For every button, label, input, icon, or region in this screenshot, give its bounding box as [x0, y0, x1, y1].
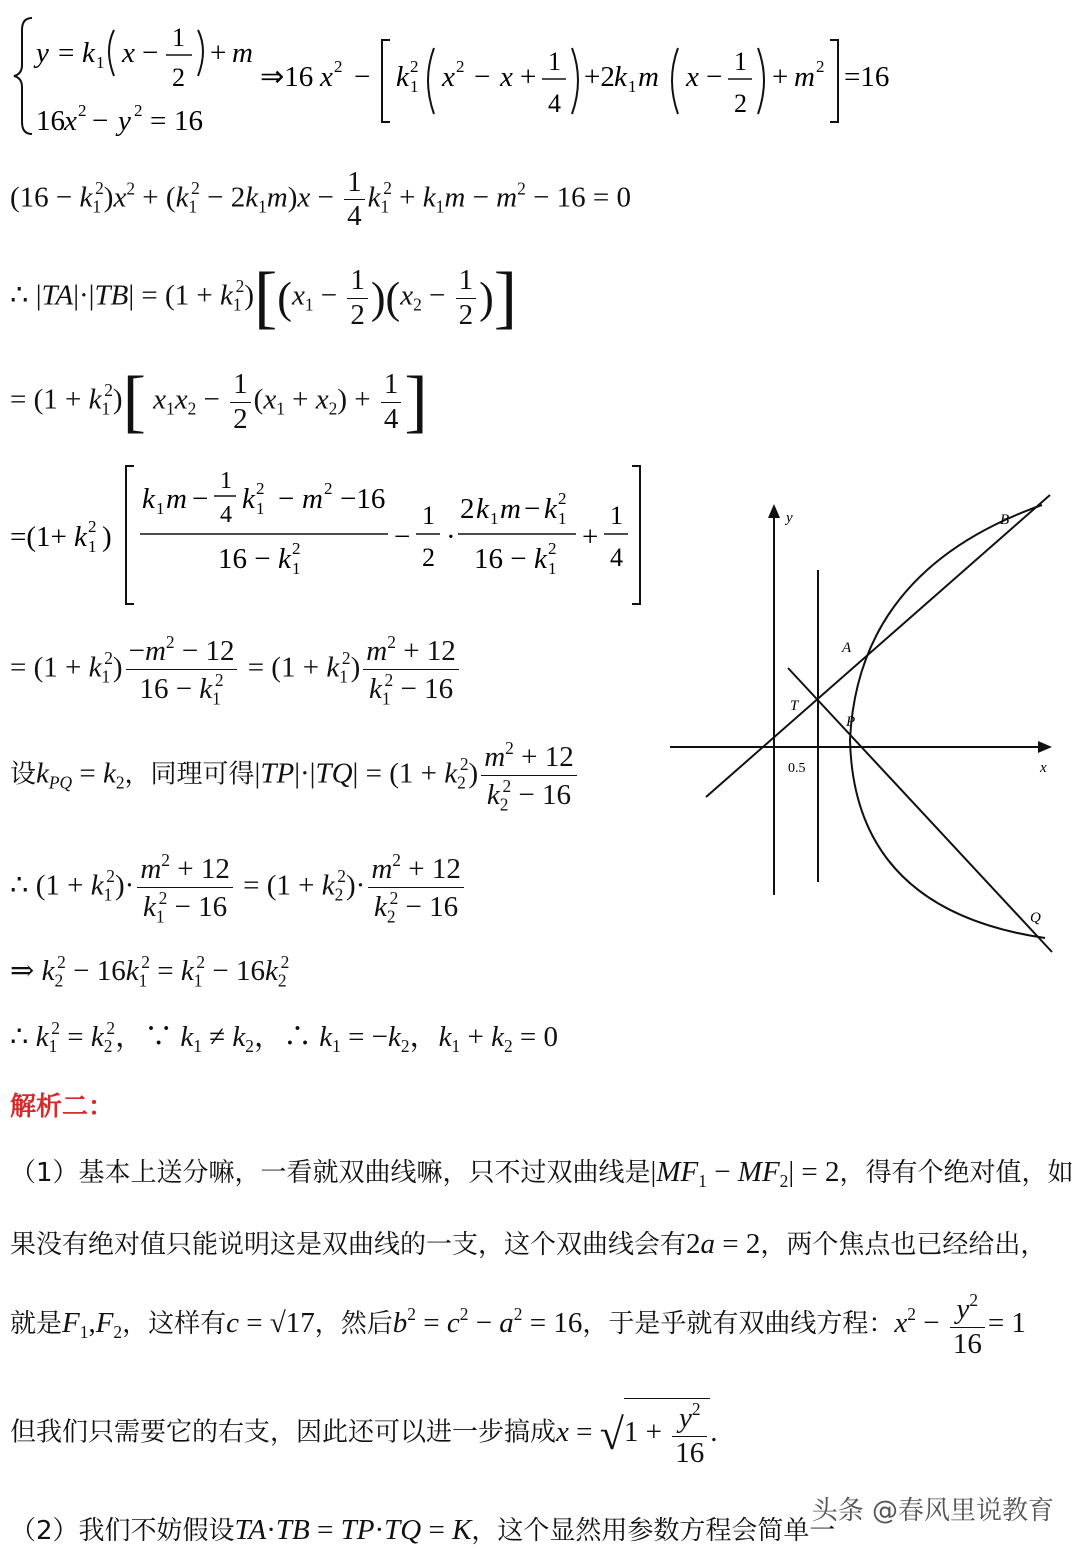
equation-system-graphic: [10, 10, 910, 140]
paragraph-3-c: ，然后: [314, 1309, 393, 1340]
svg-text:2: 2: [172, 63, 185, 92]
svg-text:1: 1: [410, 77, 419, 96]
svg-text:2: 2: [558, 489, 567, 508]
svg-text:1: 1: [628, 77, 637, 96]
expansion-line: = $(1 + k_1^2)$[ $x_1x_2$ − $\frac{1}{2}$ $(x_1 + x_2)$ + $\frac{1}{4}$ ]: [10, 363, 428, 440]
svg-text:2: 2: [816, 57, 825, 76]
equal-line: ∴ $(1 + k_1^2)\cdot$ $\frac{m^2 + 12}{k_1^2 - 16}$ = $(1 + k_2^2)\cdot$ $\frac{m^2 + 12}{k_2^2 - 16}$: [10, 850, 467, 926]
paragraph-2-end: ，两个焦点也已经给出，: [760, 1230, 1047, 1260]
svg-text:2: 2: [734, 89, 747, 118]
svg-text:1: 1: [490, 509, 499, 528]
svg-text:): ): [102, 521, 112, 553]
let-mid: ，同理可得: [124, 759, 255, 790]
svg-text:k: k: [82, 37, 95, 69]
svg-text:2: 2: [460, 493, 475, 525]
point-label-a: A: [842, 640, 852, 656]
svg-text:16 −: 16 −: [474, 543, 527, 575]
svg-text:m: m: [500, 493, 521, 525]
svg-text:=16: =16: [844, 61, 890, 93]
paragraph-3: 就是$F_1,F_2$，这样有c = √17，然后$b^2 = c^2 - a^2 = 16$，于是乎就有双曲线方程：$x^2$ − $\frac{y^2}{16}$ = 1: [10, 1290, 1026, 1360]
svg-text:4: 4: [548, 89, 561, 118]
svg-text:m: m: [638, 61, 659, 93]
svg-text:=(1+: =(1+: [10, 521, 67, 553]
svg-text:2: 2: [548, 539, 557, 558]
svg-text:·: ·: [446, 521, 456, 553]
hyperbola-figure: [660, 490, 1070, 960]
x-axis-arrow: [1038, 741, 1052, 753]
svg-text:y: y: [118, 105, 131, 137]
svg-text:k: k: [476, 493, 489, 525]
paragraph-2-start: 果没有绝对值只能说明这是双曲线的一支，这个双曲线会有: [10, 1230, 687, 1260]
svg-text:−: −: [394, 521, 411, 553]
svg-text:−16: −16: [340, 483, 386, 515]
svg-text:1: 1: [172, 23, 185, 52]
simplified-line: = $(1 + k_1^2)$ $\frac{-m^2 - 12}{16 - k_1^2}$ = $(1 + k_1^2)$ $\frac{m^2 + 12}{k_1^2 - 16}$: [10, 632, 462, 708]
svg-text:16 −: 16 −: [218, 543, 271, 575]
x-axis-label: x: [1040, 760, 1047, 776]
substitution-line: [10, 462, 650, 620]
svg-text:−: −: [524, 493, 541, 525]
svg-text:2: 2: [422, 543, 435, 572]
svg-text:=: =: [58, 37, 75, 69]
svg-text:m: m: [794, 61, 815, 93]
quadratic-equation: $(16 - k_1^2)x^2 + (k_1^2 - 2k_1m)x$ − $\frac{1}{4}$ $k_1^2 + k_1m - m^2 - 16 = 0$: [10, 166, 632, 233]
svg-text:16: 16: [174, 105, 203, 137]
svg-text:2: 2: [256, 479, 265, 498]
svg-text:k: k: [242, 483, 255, 515]
let-prefix: 设: [10, 759, 37, 790]
svg-text:4: 4: [610, 543, 623, 572]
equation-system: [10, 10, 910, 148]
line-tab: [706, 495, 1050, 797]
y-axis-arrow: [768, 504, 780, 518]
paragraph-3-b: ，这样有: [122, 1309, 227, 1340]
svg-text:k: k: [142, 483, 155, 515]
conclusion-line: ∴ $k_1^2 = k_2^2$，∵ $k_1 \ne k_2$，∴ $k_1 = -k_2$，$k_1 + k_2 = 0$: [10, 1017, 558, 1057]
svg-text:2: 2: [88, 517, 97, 536]
point-label-q: Q: [1030, 910, 1041, 926]
svg-text:k: k: [74, 521, 87, 553]
hyperbola-branch: [850, 505, 1045, 938]
ta-tb-product: ∴ $|TA|\cdot|TB| = (1 + k_1^2)[(x_1$ − $\frac{1}{2}$ )($x_2$ − $\frac{1}{2}$ )]: [10, 259, 518, 336]
svg-text:−: −: [354, 61, 371, 93]
svg-text:2: 2: [78, 101, 87, 120]
svg-text:+: +: [582, 521, 599, 553]
paragraph-1-end: ，得有个绝对值，如: [839, 1158, 1074, 1188]
point-label-t: T: [790, 698, 799, 714]
svg-text:x: x: [500, 61, 513, 93]
svg-text:k: k: [614, 61, 627, 93]
svg-text:1: 1: [422, 501, 435, 530]
svg-text:x: x: [686, 61, 699, 93]
paragraph-5-end: ，这个显然用参数方程会简单一: [471, 1516, 836, 1546]
svg-text:1: 1: [610, 501, 623, 530]
implies-line: ⇒ $k_2^2 - 16k_1^2 = k_1^2 - 16k_2^2$: [10, 952, 290, 991]
svg-text:−: −: [706, 61, 723, 93]
svg-text:+: +: [772, 61, 789, 93]
svg-text:x: x: [320, 61, 333, 93]
svg-text:2: 2: [456, 57, 465, 76]
paragraph-3-d: ，于是乎就有双曲线方程：: [582, 1309, 895, 1340]
substitution-graphic: [10, 462, 650, 612]
svg-text:−: −: [142, 37, 159, 69]
svg-text:k: k: [396, 61, 409, 93]
svg-text:+: +: [210, 37, 227, 69]
point-label-b: B: [1000, 512, 1010, 528]
svg-text:⇒16: ⇒16: [260, 61, 314, 93]
svg-text:2: 2: [324, 479, 333, 498]
paragraph-4: 但我们只需要它的右支，因此还可以进一步搞成x = √1 + $\frac{y^2}{16}$ .: [10, 1399, 718, 1469]
svg-text:1: 1: [220, 468, 232, 494]
svg-text:k: k: [534, 543, 547, 575]
svg-text:1: 1: [558, 509, 567, 528]
svg-text:1: 1: [292, 559, 301, 578]
svg-text:m: m: [302, 483, 323, 515]
svg-text:−: −: [278, 483, 295, 515]
paragraph-4-start: 但我们只需要它的右支，因此还可以进一步搞成: [10, 1417, 557, 1448]
paragraph-5: （2）我们不妨假设TA·TB = TP·TQ = K，这个显然用参数方程会简单一: [10, 1514, 836, 1546]
svg-text:k: k: [544, 493, 557, 525]
paragraph-5-start: （2）我们不妨假设: [10, 1516, 235, 1546]
y-axis-label: y: [786, 510, 793, 526]
svg-text:−: −: [192, 483, 209, 515]
svg-text:1: 1: [734, 47, 747, 76]
tick-label-half: 0.5: [788, 761, 806, 776]
svg-text:2: 2: [134, 101, 143, 120]
paragraph-2: 果没有绝对值只能说明这是双曲线的一支，这个双曲线会有2a = 2，两个焦点也已经给出，: [10, 1228, 1047, 1260]
svg-text:2: 2: [292, 539, 301, 558]
svg-text:−: −: [92, 105, 109, 137]
svg-text:+: +: [520, 61, 537, 93]
paragraph-1: （1）基本上送分嘛，一看就双曲线嘛，只不过双曲线是$|MF_1 - MF_2| = 2$，得有个绝对值，如: [10, 1156, 1074, 1192]
paragraph-3-a: 就是: [10, 1309, 63, 1340]
svg-text:1: 1: [256, 499, 265, 518]
watermark: 头条 @春风里说教育: [811, 1496, 1054, 1526]
line-tpq: [788, 668, 1052, 952]
section-heading: 解析二：: [10, 1092, 115, 1122]
svg-text:−: −: [474, 61, 491, 93]
svg-text:x: x: [122, 37, 135, 69]
svg-text:1: 1: [156, 499, 165, 518]
svg-text:k: k: [278, 543, 291, 575]
svg-text:+2: +2: [584, 61, 615, 93]
svg-text:16: 16: [36, 105, 65, 137]
svg-text:=: =: [150, 105, 167, 137]
let-line: 设$k_{PQ} = k_2$，同理可得$|TP|\cdot|TQ| = (1 + k_2^2)$ $\frac{m^2 + 12}{k_2^2 - 16}$: [10, 738, 580, 814]
svg-text:x: x: [64, 105, 77, 137]
svg-text:4: 4: [220, 502, 232, 528]
point-label-p: P: [846, 714, 856, 730]
svg-text:2: 2: [410, 57, 419, 76]
svg-text:m: m: [166, 483, 187, 515]
svg-text:1: 1: [96, 53, 105, 72]
svg-text:x: x: [442, 61, 455, 93]
svg-text:1: 1: [548, 559, 557, 578]
svg-text:m: m: [232, 37, 253, 69]
svg-text:1: 1: [548, 47, 561, 76]
svg-text:2: 2: [334, 57, 343, 76]
svg-text:y: y: [36, 37, 49, 69]
svg-text:1: 1: [88, 537, 97, 556]
paragraph-1-start: （1）基本上送分嘛，一看就双曲线嘛，只不过双曲线是: [10, 1158, 651, 1188]
